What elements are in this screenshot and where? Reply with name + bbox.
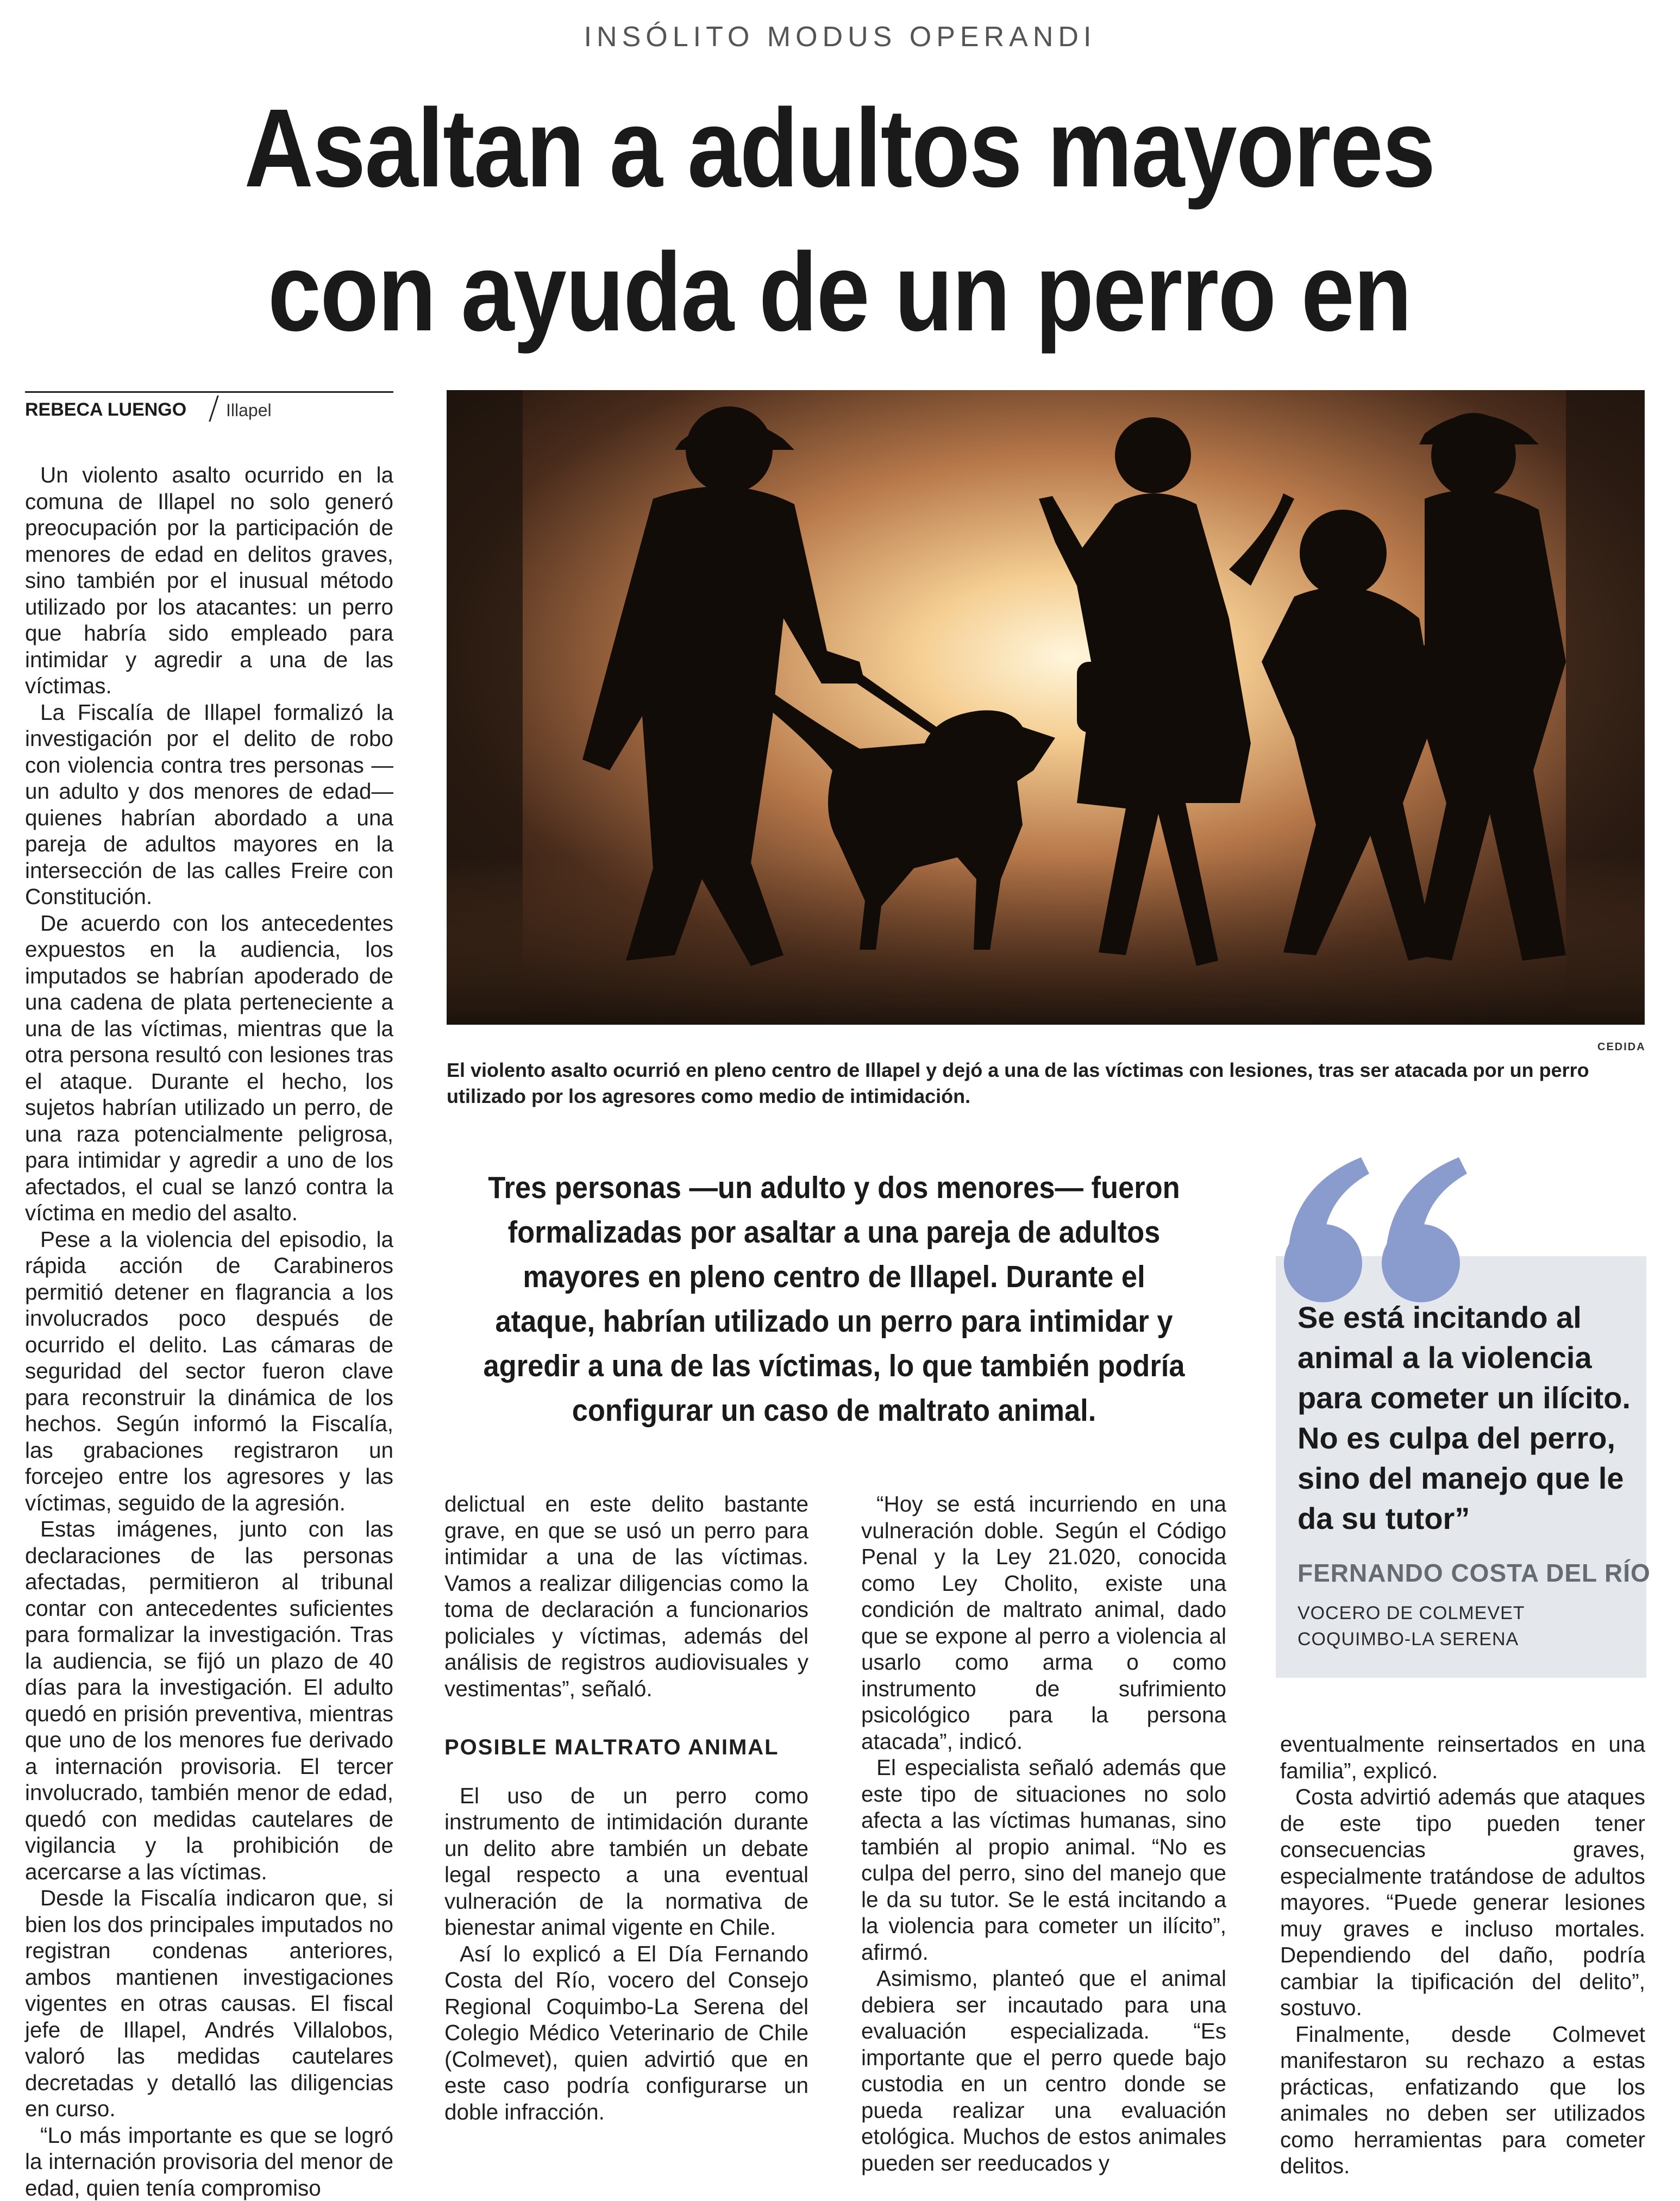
headline: Asaltan a adultos mayores con ayuda de un perro en [174,76,1506,508]
paragraph: Estas imágenes, junto con las declaraciones de las personas afectadas, permitieron al tribunal contar con antecedentes suficientes para formalizar la investigación. Tras la audiencia, se fijó un plazo de 40 días para la investigación. El adulto quedó en prisión preventiva, mientras que uno de los menores fue derivado a internación provisoria. El tercer involucrado, también menor de edad, quedó con medidas cautelares de vigilancia y la prohibición de acercarse a las víctimas. [25,1516,393,1885]
paragraph: eventualmente reinsertados en una familia”, explicó. [1280,1731,1645,1784]
paragraph: Así lo explicó a El Día Fernando Costa del Río, vocero del Consejo Regional Coquimbo-La Serena del Colegio Médico Veterinario de Chile (Colmevet), quien advirtió que en este caso podría configurarse un doble infracción. [444,1941,808,2125]
paragraph: Pese a la violencia del episodio, la rápida acción de Carabineros permitió detener en flagrancia a los involucrados poco después de ocurrido el delito. Las cámaras de seguridad del sector fueron clave para reconstruir la dinámica de los hechos. Según informó la Fiscalía, las grabaciones registraron un forcejeo entre los agresores y las víctimas, seguido de la agresión. [25,1226,393,1516]
paragraph: El especialista señaló además que este tipo de situaciones no solo afecta a las víctimas humanas, sino también al propio animal. “No es culpa del perro, sino del manejo que le da su tutor. Se le está incitando a la violencia para cometer un ilícito”, afirmó. [861,1754,1226,1965]
quotation-mark-icon [1271,1136,1478,1309]
pull-quote-text: Se está incitando al animal a la violencia para cometer un ilícito. No es culpa del perro, sino del manejo que le da su tutor” [1297,1297,1634,1539]
article-photo [447,390,1645,1025]
paragraph: “Lo más importante es que se logró la internación provisoria del menor de edad, quien tenía compromiso [25,2122,393,2201]
byline-location: Illapel [226,400,272,421]
paragraph: Desde la Fiscalía indicaron que, si bien los dos principales imputados no registran condenas anteriores, ambos mantienen investigaciones vigentes en otras causas. El fiscal jefe de Illapel, Andrés Villalobos, valoró las medidas cautelares decretadas y detalló las diligencias en curso. [25,1885,393,2122]
pull-quote-role: VOCERO DE COLMEVET COQUIMBO-LA SERENA [1297,1600,1634,1652]
section-kicker: INSÓLITO MODUS OPERANDI [0,21,1680,53]
section-subhead: POSIBLE MALTRATO ANIMAL [444,1734,808,1761]
paragraph: El uso de un perro como instrumento de intimidación durante un delito abre también un debate legal respecto a una eventual vulneración de la normativa de bienestar animal vigente en Chile. [444,1783,808,1941]
pull-quote-author: FERNANDO COSTA DEL RÍO [1297,1558,1651,1588]
article-column-2 [444,1491,808,2165]
paragraph: Asimismo, planteó que el animal debiera ser incautado para una evaluación especializada. “Es importante que el perro quede bajo custodia en un centro donde se pueda realizar una evaluación etológica. Muchos de estos animales pueden ser reeducados y [861,1965,1226,2176]
paragraph: Costa advirtió además que ataques de este tipo pueden tener consecuencias graves, especialmente tratándose de adultos mayores. “Puede generar lesiones muy graves e incluso mortales. Dependiendo del daño, podría cambiar la tipificación del delito”, sostuvo. [1280,1784,1645,2021]
byline-author: REBECA LUENGO [25,399,186,421]
lede-summary: Tres personas —un adulto y dos menores— fueron formalizadas por asaltar a una pareja de adultos mayores en pleno centro de Illapel. Durante el ataque, habrían utilizado un perro para intimidar y agredir a una de las víctimas, lo que también podría configurar un caso de maltrato animal. [474,1165,1194,1433]
paragraph: “Hoy se está incurriendo en una vulneración doble. Según el Código Penal y la Ley 21.020, conocida como Ley Cholito, existe una condición de maltrato animal, dado que se expone al perro a violencia al usarlo como arma o como instrumento de sufrimiento psicológico para la persona atacada”, indicó. [861,1491,1226,1754]
article-column-4 [1280,1731,1645,2166]
paragraph: Finalmente, desde Colmevet manifestaron su rechazo a estas prácticas, enfatizando que los animales no deben ser utilizados como herramientas para cometer delitos. [1280,2021,1645,2179]
paragraph: La Fiscalía de Illapel formalizó la investigación por el delito de robo con violencia contra tres personas —un adulto y dos menores de edad— quienes habrían abordado a una pareja de adultos mayores en la intersección de las calles Freire con Constitución. [25,699,393,910]
paragraph: delictual en este delito bastante grave, en que se usó un perro para intimidar a una de las víctimas. Vamos a realizar diligencias como la toma de declaración a funcionarios policiales y víctimas, además del análisis de registros audiovisuales y vestimentas”, señaló. [444,1491,808,1702]
paragraph: Un violento asalto ocurrido en la comuna de Illapel no solo generó preocupación por la participación de menores de edad en delitos graves, sino también por el inusual método utilizado por los atacantes: un perro que habría sido empleado para intimidar y agredir a una de las víctimas. [25,462,393,699]
photo-caption: El violento asalto ocurrió en pleno centro de Illapel y dejó a una de las víctimas con lesiones, tras ser atacada por un perro utilizado por los agresores como medio de intimidación. [447,1057,1645,1109]
photo-credit: CEDIDA [1597,1041,1646,1054]
paragraph: De acuerdo con los antecedentes expuestos en la audiencia, los imputados se habrían apoderado de una cadena de plata perteneciente a una de las víctimas, mientras que la otra persona resultó con lesiones tras el ataque. Durante el hecho, los sujetos habrían utilizado un perro, de una raza potencialmente peligrosa, para intimidar y agredir a uno de los afectados, el cual se lanzó contra la víctima en medio del asalto. [25,910,393,1226]
article-column-1 [25,462,393,2168]
article-column-3 [861,1491,1226,2165]
silhouette-scene-illustration [447,390,1645,1025]
